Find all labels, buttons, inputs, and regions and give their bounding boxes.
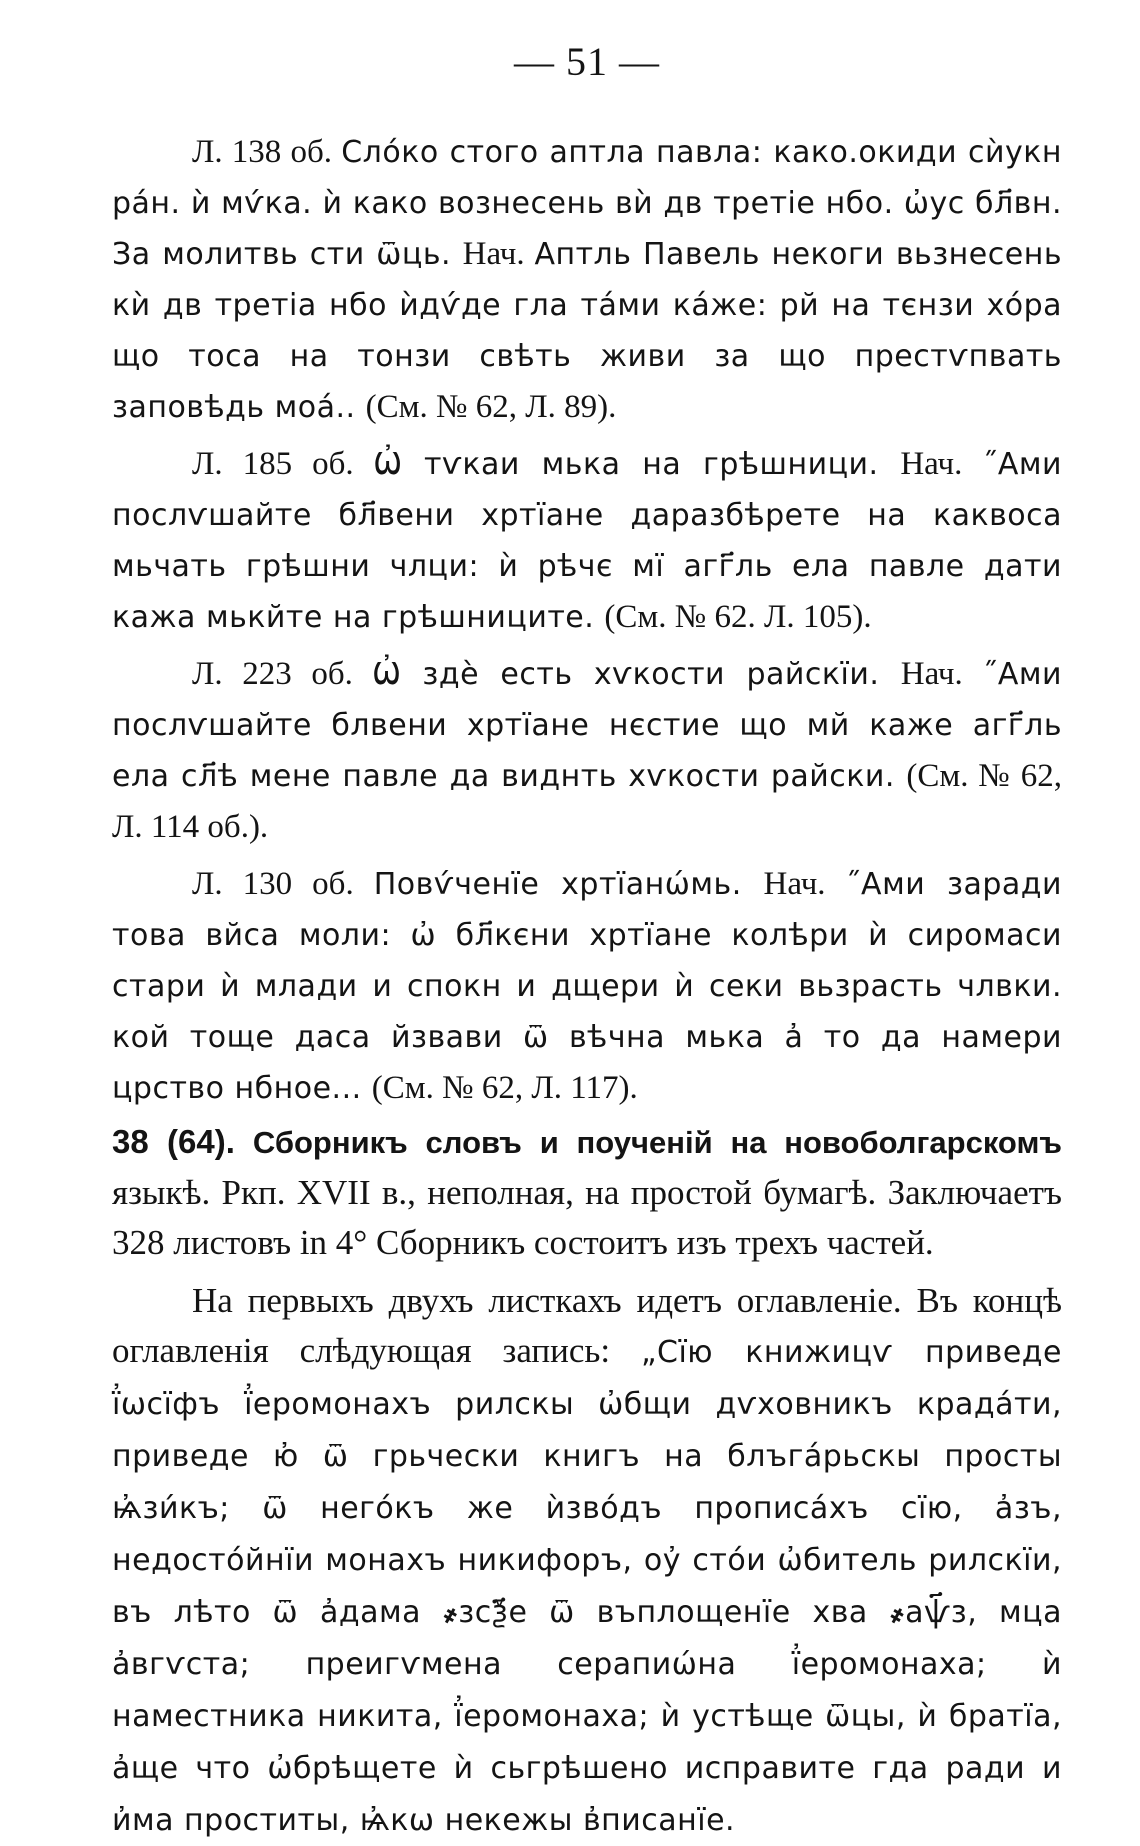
manuscript-entry-130: [112, 858, 1062, 1113]
contents-paragraph: [112, 1276, 1062, 1846]
catalog-entry-38: [112, 1117, 1062, 1268]
cross-reference: (См. № 62, Л. 114 об.).: [112, 758, 1062, 845]
slavonic-title: Ѡ҆ тѵкаи мька на грѣшници.: [373, 447, 901, 482]
catalog-number: 38 (64).: [112, 1123, 235, 1160]
slavonic-incipit: ˝Ами послѵшайте бл҃вени хртїане даразбѣрете на каквоса мьчать грѣшни члци: ѝ рѣчє мї агг҃ль ела павле дати кажа мькйте на грѣшниците.: [112, 447, 1062, 635]
nach-label: Нач.: [462, 236, 535, 272]
manuscript-entry-185: [112, 438, 1062, 642]
book-page: [112, 36, 1062, 1846]
cross-reference: (См. № 62. Л. 105).: [604, 599, 872, 635]
slavonic-incipit: ˝Ами заради това вйса моли: ѡ҆ бл҃кєни хртїане колѣри ѝ сиромаси стари ѝ млади и спокн и дщери ѝ секи вьзрасть члвки. кой тоще даса йзвави ѿ вѣчна мька а҆ то да намери црство нбное...: [112, 867, 1062, 1106]
page-number: — 51 —: [514, 39, 660, 84]
manuscript-entry-223: [112, 648, 1062, 852]
manuscript-entry-138: [112, 126, 1062, 432]
slavonic-title: Ѡ҆ здѐ есть хѵкости райскїи.: [372, 657, 901, 692]
cross-reference: (См. № 62, Л. 117).: [371, 1070, 638, 1106]
cross-reference: (См. № 62, Л. 89).: [365, 389, 617, 425]
nach-label: Нач.: [900, 446, 983, 482]
slavonic-incipit: ˝Ами послѵшайте блвени хртїане нєстие що мй каже агг҃ль ела сл҃ѣ мене павле да виднть хѵкости райски.: [112, 657, 1063, 794]
catalog-description: языкѣ. Ркп. XVII в., неполная, на простой бумагѣ. Заключаетъ 328 листовъ in 4° Сборникъ состоитъ изъ трехъ частей.: [112, 1173, 1062, 1262]
paragraph-intro: На первыхъ двухъ листкахъ идетъ оглавленіе. Въ концѣ оглавленія слѣдующая запись:: [112, 1281, 1062, 1370]
folio-reference: Л. 138 об.: [192, 134, 342, 170]
nach-label: Нач.: [900, 656, 983, 692]
scribal-record: „Сїю книжицѵ приведе ї҆ѡсїфъ ї҆еромонахъ рилскы ѡ҆бщи дѵховникъ крадáти, приведе ю҆ ѿ грьчески книгъ на блъгáрьскы просты ѩ҆зи́къ; ѿ негóкъ же ѝзвóдъ прописáхъ сїю, а҆зъ, недостóйнїи монахъ никифоръ, оу҆ стóи ѡ҆битель рилскїи, въ лѣто ѿ а҆дама ҂зсѯ҃е ѿ въплощенїе хва ҂аѱ҃з, мца а҆вгѵста; преигѵмена серапиѡ́на ї҆еромонаха; ѝ наместника никита, ї҆еромонаха; ѝ устѣще ѿцы, ѝ братїа, а҆ще что ѡ҆брѣщете ѝ сьгрѣшено исправите гда ради и и҆ма проститы, ѩ҆кѡ некежы в҆писанїе.: [112, 1335, 1062, 1838]
catalog-title: Сборникъ словъ и поученій на новоболгарскомъ: [252, 1125, 1062, 1160]
slavonic-title: Повѵ́ченїе хртїанѡ́мь.: [373, 867, 764, 902]
slavonic-incipit: Аптль Павель некоги вьзнесень кѝ дв третіа нбо ѝдѵ́де гла тáми кáже: рй на тєнзи хóра що тоса на тонзи свѣть живи за що престѵпвать заповѣдь моá..: [112, 237, 1062, 425]
nach-label: Нач.: [763, 866, 846, 902]
slavonic-title: Слóко стого аптла павла: како.окиди сѝукн рáн. ѝ мѵ́ка. ѝ како вознесень вѝ дв третіе нбо. ѡ҆ус бл҃вн. За молитвь сти ѿць.: [112, 135, 1063, 272]
folio-reference: Л. 185 об.: [192, 446, 374, 482]
folio-reference: Л. 130 об.: [192, 866, 374, 902]
folio-reference: Л. 223 об.: [192, 656, 373, 692]
